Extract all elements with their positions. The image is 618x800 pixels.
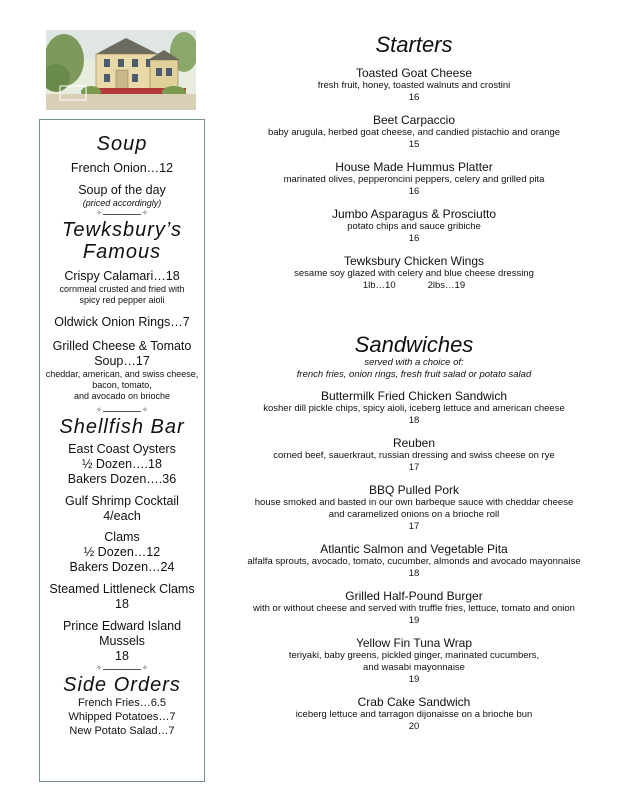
sandwich-name: Buttermilk Fried Chicken Sandwich: [320, 389, 508, 403]
clams-half-price: ½ Dozen…12: [83, 545, 161, 559]
section-divider: ✧ ✧: [96, 210, 148, 217]
starter-desc: fresh fruit, honey, toasted walnuts and crostini: [317, 80, 511, 91]
fries-item: French Fries…6.5: [77, 697, 167, 709]
grilled-cheese-desc: cheddar, american, and swiss cheese,: [45, 369, 199, 379]
sandwich-price: 20: [408, 721, 420, 732]
french-onion-item: French Onion…12: [70, 161, 174, 175]
famous-heading-line2: Famous: [82, 241, 162, 263]
section-divider: ✧ ✧: [96, 407, 148, 414]
sandwich-desc: house smoked and basted in our own barbeque sauce with cheddar cheese: [254, 497, 574, 508]
sandwich-name: Atlantic Salmon and Vegetable Pita: [320, 542, 508, 556]
mussels-item: Prince Edward Island: [62, 619, 182, 633]
starter-desc: sesame soy glazed with celery and blue cheese dressing: [294, 268, 534, 279]
littleneck-item: Steamed Littleneck Clams: [49, 582, 195, 596]
sandwich-price: 18: [408, 568, 420, 579]
shrimp-price: 4/each: [103, 509, 141, 523]
mussels-price: 18: [115, 649, 129, 663]
starter-desc: marinated olives, pepperoncini peppers, celery and grilled pita: [283, 174, 545, 185]
potatoes-item: Whipped Potatoes…7: [68, 711, 176, 723]
sandwich-desc: and wasabi mayonnaise: [363, 662, 465, 673]
sandwich-name: Reuben: [392, 436, 436, 450]
famous-heading-line1: Tewksbury’s: [62, 219, 182, 241]
sandwich-desc: teriyaki, baby greens, pickled ginger, marinated cucumbers,: [288, 650, 540, 661]
sandwich-desc: with or without cheese and served with truffle fries, lettuce, tomato and onion: [253, 603, 575, 614]
wings-price-1lb: 1lb…10: [362, 280, 396, 291]
sandwich-name: BBQ Pulled Pork: [368, 483, 460, 497]
sandwich-desc: iceberg lettuce and tarragon dijonaisse on a brioche bun: [295, 709, 533, 720]
sandwiches-subtitle: served with a choice of:: [364, 357, 464, 368]
sandwich-desc: corned beef, sauerkraut, russian dressing and swiss cheese on rye: [273, 450, 555, 461]
shellfish-heading: Shellfish Bar: [59, 416, 185, 438]
grilled-cheese-item: Soup…17: [94, 354, 150, 368]
sandwich-price: 19: [408, 615, 420, 626]
starter-name: Jumbo Asparagus & Prosciutto: [331, 207, 497, 221]
sides-heading: Side Orders: [63, 674, 181, 696]
starters-section: [210, 33, 618, 292]
sandwiches-subtitle: french fries, onion rings, fresh fruit salad or potato salad: [296, 369, 532, 380]
calamari-item: Crispy Calamari…18: [64, 269, 180, 283]
soup-of-day-note: (priced accordingly): [82, 198, 162, 208]
starter-name: House Made Hummus Platter: [335, 160, 493, 174]
sandwich-price: 18: [408, 415, 420, 426]
starter-price: 16: [408, 233, 420, 244]
section-divider: ✧ ✧: [96, 665, 148, 672]
sandwich-price: 17: [408, 462, 420, 473]
wings-price-2lbs: 2lbs…19: [427, 280, 466, 291]
oysters-bakers-price: Bakers Dozen….36: [67, 472, 177, 486]
potato-salad-item: New Potato Salad…7: [69, 725, 175, 737]
starter-desc: baby arugula, herbed goat cheese, and candied pistachio and orange: [267, 127, 561, 138]
sidebar-menu-box: [39, 119, 205, 782]
shrimp-item: Gulf Shrimp Cocktail: [65, 494, 179, 508]
calamari-desc: spicy red pepper aioli: [79, 295, 165, 305]
starter-desc: potato chips and sauce gribiche: [347, 221, 481, 232]
restaurant-illustration: [46, 30, 196, 110]
sandwich-desc: kosher dill pickle chips, spicy aioli, iceberg lettuce and american cheese: [263, 403, 565, 414]
starter-price: 16: [408, 186, 420, 197]
starter-price: 15: [408, 139, 420, 150]
starter-price: 16: [408, 92, 420, 103]
clams-item: Clams: [104, 530, 140, 544]
clams-bakers-price: Bakers Dozen…24: [69, 560, 175, 574]
sandwich-name: Grilled Half-Pound Burger: [345, 589, 483, 603]
sandwich-name: Crab Cake Sandwich: [357, 695, 471, 709]
onion-rings-item: Oldwick Onion Rings…7: [54, 315, 190, 329]
starters-heading: Starters: [375, 32, 453, 57]
soup-of-day-item: Soup of the day: [78, 183, 166, 197]
oysters-half-price: ½ Dozen….18: [82, 457, 162, 471]
soup-heading: Soup: [96, 133, 148, 155]
sandwich-name: Yellow Fin Tuna Wrap: [355, 636, 473, 650]
mussels-item: Mussels: [99, 634, 145, 648]
grilled-cheese-desc: and avocado on brioche: [73, 391, 171, 401]
sandwich-price: 19: [408, 674, 420, 685]
sandwich-price: 17: [408, 521, 420, 532]
sandwich-desc: alfalfa sprouts, avocado, tomato, cucumber, almonds and avocado mayonnaise: [247, 556, 581, 567]
grilled-cheese-desc: bacon, tomato,: [92, 380, 152, 390]
littleneck-price: 18: [115, 597, 129, 611]
wings-prices: [210, 280, 618, 292]
oysters-item: East Coast Oysters: [68, 442, 176, 456]
sandwich-desc: and caramelized onions on a brioche roll: [328, 509, 500, 520]
grilled-cheese-item: Grilled Cheese & Tomato: [52, 339, 192, 353]
sandwiches-section: [210, 333, 618, 733]
sandwiches-heading: Sandwiches: [354, 332, 474, 357]
starter-name: Tewksbury Chicken Wings: [343, 254, 485, 268]
calamari-desc: cornmeal crusted and fried with: [59, 284, 185, 294]
starter-name: Beet Carpaccio: [372, 113, 456, 127]
starter-name: Toasted Goat Cheese: [355, 66, 473, 80]
